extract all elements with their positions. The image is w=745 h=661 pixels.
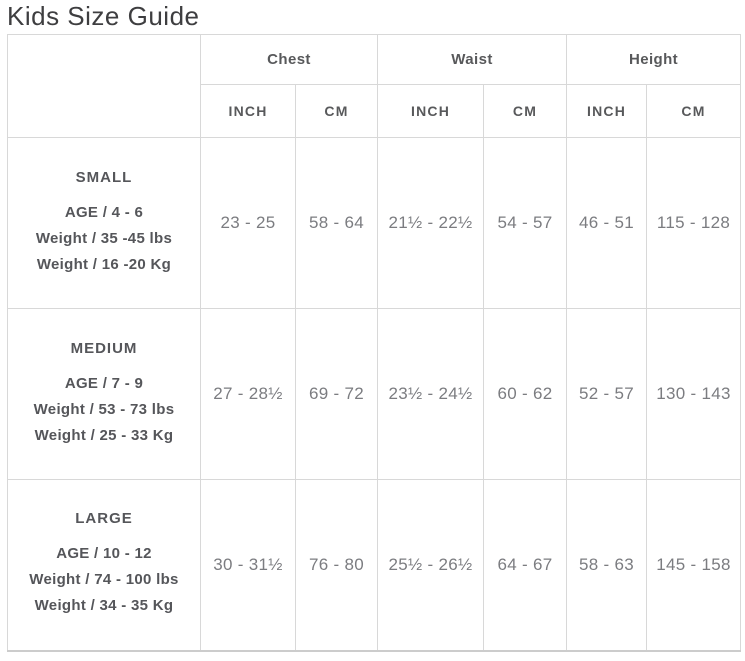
medium-chest-inch-value: 27 - 28½ <box>201 309 296 480</box>
size-row-large <box>8 480 741 651</box>
size-name: MEDIUM <box>70 339 138 357</box>
size-weight-kg: Weight / 16 -20 Kg <box>36 255 172 273</box>
size-label-cell-small <box>8 138 201 309</box>
small-height-inch-value: 46 - 51 <box>567 138 647 309</box>
size-weight-lbs: Weight / 35 -45 lbs <box>35 229 173 247</box>
size-age: AGE / 7 - 9 <box>64 374 144 392</box>
size-name: LARGE <box>75 510 133 528</box>
small-chest-inch-value: 23 - 25 <box>201 138 296 309</box>
waist-inch-header: INCH <box>378 85 484 138</box>
medium-chest-cm-value: 69 - 72 <box>296 309 378 480</box>
medium-waist-inch-value: 23½ - 24½ <box>378 309 484 480</box>
large-height-cm-value: 145 - 158 <box>647 480 741 651</box>
size-age: AGE / 4 - 6 <box>64 203 144 221</box>
medium-waist-cm-value: 60 - 62 <box>484 309 567 480</box>
small-waist-cm-value: 54 - 57 <box>484 138 567 309</box>
column-group-chest: Chest <box>201 35 378 85</box>
chest-inch-header: INCH <box>201 85 296 138</box>
medium-height-inch-value: 52 - 57 <box>567 309 647 480</box>
size-weight-kg: Weight / 34 - 35 Kg <box>34 597 174 615</box>
height-inch-header: INCH <box>567 85 647 138</box>
size-weight-lbs: Weight / 53 - 73 lbs <box>33 400 175 418</box>
medium-height-cm-value: 130 - 143 <box>647 309 741 480</box>
large-chest-cm-value: 76 - 80 <box>296 480 378 651</box>
corner-cell <box>8 35 201 138</box>
large-waist-inch-value: 25½ - 26½ <box>378 480 484 651</box>
chest-cm-header: CM <box>296 85 378 138</box>
small-chest-cm-value: 58 - 64 <box>296 138 378 309</box>
size-weight-kg: Weight / 25 - 33 Kg <box>34 426 174 444</box>
size-weight-lbs: Weight / 74 - 100 lbs <box>29 571 179 589</box>
large-chest-inch-value: 30 - 31½ <box>201 480 296 651</box>
large-waist-cm-value: 64 - 67 <box>484 480 567 651</box>
column-group-height: Height <box>567 35 741 85</box>
size-name: SMALL <box>75 168 133 186</box>
size-label-cell-medium <box>8 309 201 480</box>
page-title: Kids Size Guide <box>7 1 200 31</box>
group-header-row <box>8 35 741 85</box>
size-row-small <box>8 138 741 309</box>
size-label-cell-large <box>8 480 201 651</box>
small-height-cm-value: 115 - 128 <box>647 138 741 309</box>
small-waist-inch-value: 21½ - 22½ <box>378 138 484 309</box>
size-age: AGE / 10 - 12 <box>56 545 152 563</box>
column-group-waist: Waist <box>378 35 567 85</box>
large-height-inch-value: 58 - 63 <box>567 480 647 651</box>
size-row-medium <box>8 309 741 480</box>
height-cm-header: CM <box>647 85 741 138</box>
waist-cm-header: CM <box>484 85 567 138</box>
size-guide-table <box>7 34 741 652</box>
